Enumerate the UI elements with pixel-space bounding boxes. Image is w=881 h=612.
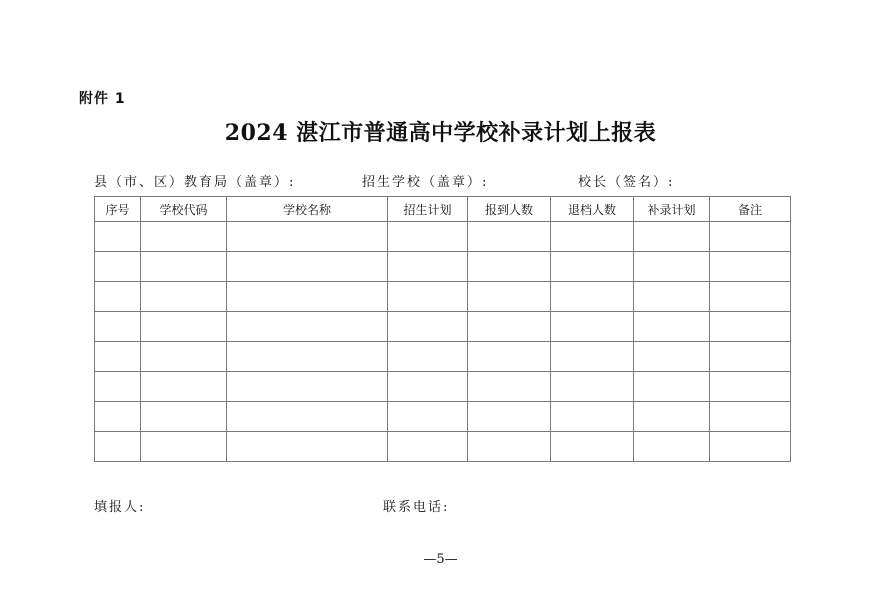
table-cell[interactable] (634, 402, 710, 432)
table-row (95, 252, 791, 282)
table-cell[interactable] (227, 252, 388, 282)
table-cell[interactable] (710, 282, 791, 312)
header-index: 序号 (95, 197, 141, 222)
table-cell[interactable] (141, 432, 227, 462)
principal-signature-label: 校长（签名）: (578, 175, 675, 190)
table-cell[interactable] (634, 282, 710, 312)
table-row (95, 342, 791, 372)
school-seal-label: 招生学校（盖章）: (362, 175, 489, 190)
table-cell[interactable] (634, 252, 710, 282)
table-cell[interactable] (468, 312, 551, 342)
table-cell[interactable] (141, 372, 227, 402)
table-cell[interactable] (141, 222, 227, 252)
table-cell[interactable] (710, 312, 791, 342)
table-cell[interactable] (551, 432, 634, 462)
header-withdrawn-count: 退档人数 (551, 197, 634, 222)
header-supplementary-plan: 补录计划 (634, 197, 710, 222)
table-cell[interactable] (95, 402, 141, 432)
table-cell[interactable] (634, 222, 710, 252)
table-cell[interactable] (141, 402, 227, 432)
table-cell[interactable] (551, 312, 634, 342)
table-cell[interactable] (388, 402, 468, 432)
table-cell[interactable] (468, 222, 551, 252)
table-header-row (95, 197, 791, 222)
table-cell[interactable] (95, 282, 141, 312)
table-cell[interactable] (227, 402, 388, 432)
table-cell[interactable] (141, 312, 227, 342)
header-school-code: 学校代码 (141, 197, 227, 222)
table-cell[interactable] (227, 312, 388, 342)
table-row (95, 222, 791, 252)
table-cell[interactable] (551, 342, 634, 372)
table-cell[interactable] (95, 252, 141, 282)
table-cell[interactable] (141, 282, 227, 312)
table-cell[interactable] (710, 222, 791, 252)
table-cell[interactable] (634, 372, 710, 402)
table-cell[interactable] (227, 222, 388, 252)
table-row (95, 312, 791, 342)
table-cell[interactable] (95, 342, 141, 372)
table-cell[interactable] (468, 402, 551, 432)
table-cell[interactable] (388, 342, 468, 372)
reporter-label: 填报人: (94, 500, 146, 515)
table-cell[interactable] (95, 432, 141, 462)
table-row (95, 372, 791, 402)
header-enrollment-plan: 招生计划 (388, 197, 468, 222)
table-cell[interactable] (141, 252, 227, 282)
table-cell[interactable] (95, 372, 141, 402)
table-cell[interactable] (388, 312, 468, 342)
supplementary-enrollment-table (94, 196, 791, 462)
table-cell[interactable] (634, 312, 710, 342)
header-remarks: 备注 (710, 197, 791, 222)
table-cell[interactable] (551, 222, 634, 252)
table-cell[interactable] (468, 342, 551, 372)
table-cell[interactable] (551, 252, 634, 282)
table-cell[interactable] (388, 432, 468, 462)
table-cell[interactable] (468, 282, 551, 312)
table-cell[interactable] (227, 372, 388, 402)
table-cell[interactable] (634, 342, 710, 372)
table-cell[interactable] (227, 282, 388, 312)
table-row (95, 402, 791, 432)
table-cell[interactable] (95, 222, 141, 252)
table-cell[interactable] (388, 372, 468, 402)
table-cell[interactable] (227, 432, 388, 462)
table-cell[interactable] (227, 342, 388, 372)
header-registered-count: 报到人数 (468, 197, 551, 222)
county-bureau-seal-label: 县（市、区）教育局（盖章）: (94, 175, 296, 190)
page-title: 2024 湛江市普通高中学校补录计划上报表 (224, 120, 657, 146)
table-cell[interactable] (551, 282, 634, 312)
header-school-name: 学校名称 (227, 197, 388, 222)
table-cell[interactable] (468, 252, 551, 282)
table-cell[interactable] (710, 402, 791, 432)
table-cell[interactable] (468, 432, 551, 462)
table-cell[interactable] (95, 312, 141, 342)
table-cell[interactable] (468, 372, 551, 402)
table-cell[interactable] (710, 252, 791, 282)
contact-phone-label: 联系电话: (383, 500, 450, 515)
table-cell[interactable] (710, 372, 791, 402)
table-cell[interactable] (551, 372, 634, 402)
page-number: —5— (423, 552, 458, 567)
table-cell[interactable] (710, 432, 791, 462)
table-cell[interactable] (388, 282, 468, 312)
table-cell[interactable] (710, 342, 791, 372)
attachment-label: 附件 1 (79, 91, 126, 107)
table-cell[interactable] (388, 222, 468, 252)
table-row (95, 282, 791, 312)
table-cell[interactable] (551, 402, 634, 432)
table-cell[interactable] (388, 252, 468, 282)
table-row (95, 432, 791, 462)
table-cell[interactable] (141, 342, 227, 372)
table-cell[interactable] (634, 432, 710, 462)
